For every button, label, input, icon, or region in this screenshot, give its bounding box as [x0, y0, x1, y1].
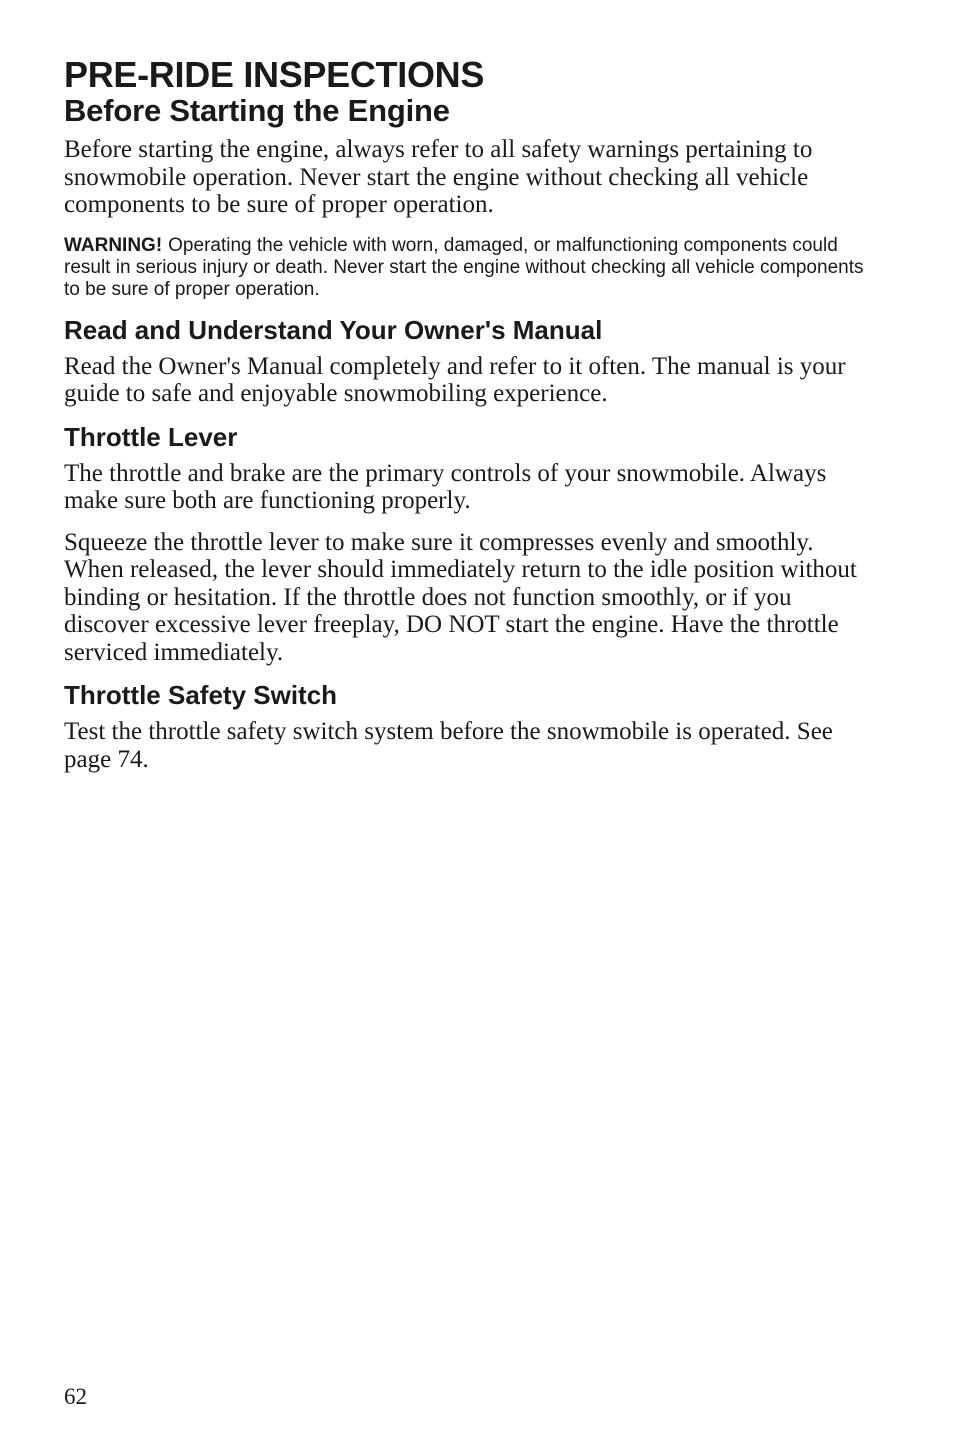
- warning-notice: [64, 235, 864, 301]
- section-heading-throttle-lever: Throttle Lever: [64, 421, 238, 452]
- section-heading-throttle-safety-switch: Throttle Safety Switch: [64, 680, 338, 710]
- throttle-lever-paragraph-2: Squeeze the throttle lever to make sure it compresses evenly and smoothly. When released, the lever should immediately return to the idle position without binding or hesitation. If the throttle does not function smoothly, or if you discover excessive lever freeplay, DO NOT start the engine. Have the throttle serviced immediately.: [64, 528, 857, 666]
- section-heading-owners-manual: Read and Understand Your Owner's Manual: [64, 314, 603, 345]
- warning-text: Operating the vehicle with worn, damaged, or malfunctioning components could result in serious injury or death. Never start the engine without checking all vehicle components to be sure of proper operation.: [64, 234, 864, 300]
- throttle-safety-switch-paragraph: Test the throttle safety switch system before the snowmobile is operated. See page 74.: [64, 718, 833, 773]
- manual-page: [64, 56, 864, 787]
- intro-paragraph: Before starting the engine, always refer to all safety warnings pertaining to snowmobile operation. Never start the engine without checking all vehicle components to be sure of proper operation.: [64, 136, 813, 218]
- page-subtitle: Before Starting the Engine: [64, 93, 450, 128]
- throttle-lever-paragraph-1: The throttle and brake are the primary controls of your snowmobile. Always make sure both are functioning properly.: [64, 459, 827, 514]
- owners-manual-paragraph: Read the Owner's Manual completely and refer to it often. The manual is your guide to safe and enjoyable snowmobiling experience.: [64, 352, 846, 407]
- page-number: 62: [64, 1384, 87, 1409]
- page-title: PRE-RIDE INSPECTIONS: [64, 54, 485, 95]
- warning-label: WARNING!: [64, 234, 163, 256]
